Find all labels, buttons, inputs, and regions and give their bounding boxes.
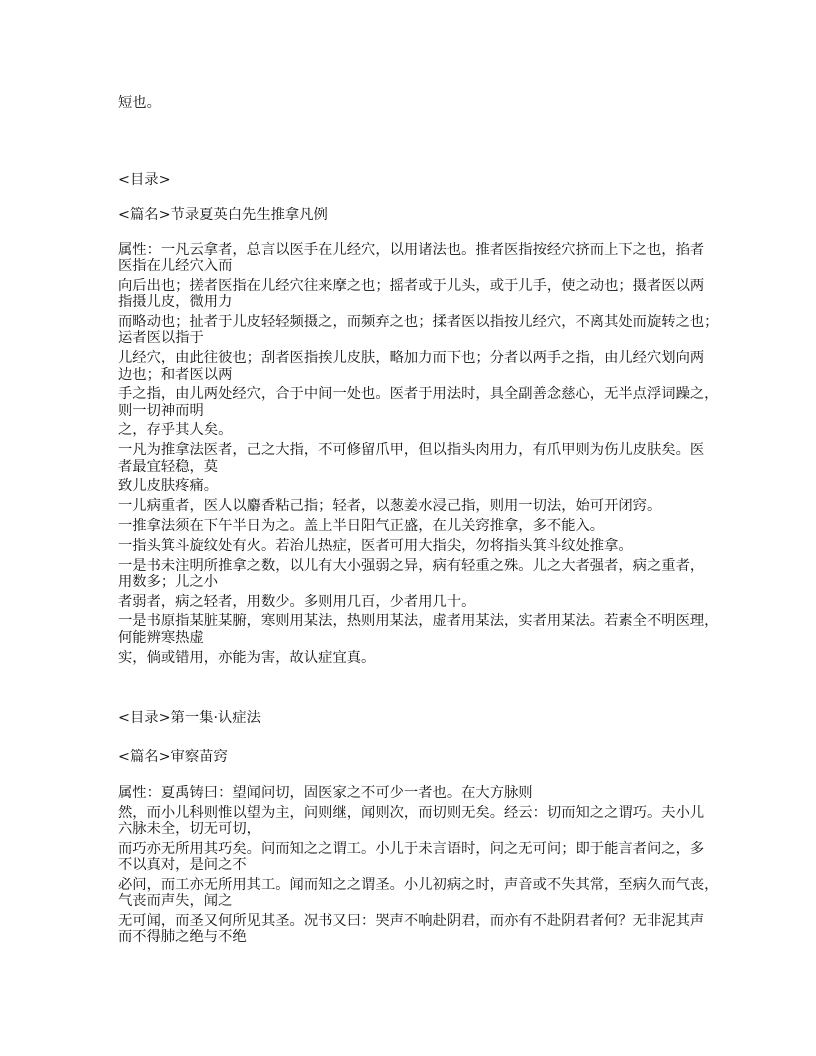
text-line: 向后出也；搓者医指在儿经穴往来摩之也；摇者或于儿头，或于儿手，使之动也；摄者医以两 bbox=[118, 278, 705, 295]
text-line: 而不得肺之绝与不绝 bbox=[118, 929, 247, 946]
text-line: 不以真对，是问之不 bbox=[118, 857, 247, 874]
paragraph bbox=[118, 314, 718, 347]
paragraph bbox=[118, 558, 718, 591]
paragraph bbox=[118, 841, 718, 874]
text-line: 一是书未注明所推拿之数，以儿有大小强弱之异，病有轻重之殊。儿之大者强者，病之重者， bbox=[118, 557, 705, 574]
text-line: 气丧而声失，闻之 bbox=[118, 893, 233, 910]
paragraph bbox=[118, 594, 718, 610]
paragraph bbox=[118, 242, 718, 275]
paragraph bbox=[118, 650, 718, 666]
text-line: 则一切神而明 bbox=[118, 402, 204, 419]
text-line: 致儿皮肤疼痛。 bbox=[118, 478, 219, 495]
paragraph bbox=[118, 278, 718, 311]
text-line: 必问，而工亦无所用其工。闻而知之之谓圣。小儿初病之时，声音或不失其常，至病久而气丧， bbox=[118, 876, 719, 893]
paragraph bbox=[118, 805, 718, 838]
paragraph bbox=[118, 877, 718, 910]
chapter-2-body bbox=[118, 785, 718, 949]
text-line: 而巧亦无所用其巧矣。问而知之之谓工。小儿于未言语时，问之无可问；即于能言者问之，多 bbox=[118, 840, 705, 857]
intro-tail-text bbox=[118, 95, 718, 111]
paragraph bbox=[118, 498, 718, 514]
text-line: 六脉未全，切无可切， bbox=[118, 821, 261, 838]
paragraph bbox=[118, 538, 718, 554]
text-line: 属性：夏禹铸曰：望闻问切，固医家之不可少一者也。在大方脉则 bbox=[118, 785, 533, 801]
text-line: 者最宜轻稳，莫 bbox=[118, 458, 219, 475]
text-line: 用数多；儿之小 bbox=[118, 573, 219, 590]
text-line: 手之指，由儿两处经穴，合于中间一处也。医者于用法时，具全副善念慈心，无半点浮词躁之， bbox=[118, 386, 719, 403]
chapter-title-2 bbox=[118, 749, 718, 765]
text-line: 运者医以指于 bbox=[118, 330, 204, 347]
chapter-title: <篇名>节录夏英白先生推拿凡例 bbox=[118, 207, 328, 223]
text-line: 实，倘或错用，亦能为害，故认症宜真。 bbox=[118, 649, 376, 666]
chapter-title-1 bbox=[118, 207, 718, 223]
text-line: 然，而小儿科则惟以望为主，问则继，闻则次，而切则无矣。经云：切而知之之谓巧。夫小儿 bbox=[118, 804, 705, 821]
paragraph bbox=[118, 350, 718, 383]
text-line: 之，存乎其人矣。 bbox=[118, 422, 233, 439]
text-line: 一凡为推拿法医者，己之大指，不可修留爪甲，但以指头肉用力，有爪甲则为伤儿皮肤矣。医 bbox=[118, 442, 705, 459]
paragraph bbox=[118, 386, 718, 419]
paragraph bbox=[118, 478, 718, 494]
text-line: 而略动也；扯者于儿皮轻轻频摄之，而频弃之也；揉者医以指按儿经穴，不离其处而旋转之也； bbox=[118, 314, 719, 331]
text-line: 短也。 bbox=[118, 95, 161, 111]
text-line: 者弱者，病之轻者，用数少。多则用几百，少者用几十。 bbox=[118, 593, 476, 610]
text-line: 一儿病重者，医人以麝香粘己指；轻者，以葱姜水浸己指，则用一切法，始可开闭窍。 bbox=[118, 498, 662, 515]
toc-heading-1 bbox=[118, 172, 718, 188]
chapter-1-body bbox=[118, 242, 718, 669]
paragraph bbox=[118, 422, 718, 438]
text-line: 边也；和者医以两 bbox=[118, 366, 233, 383]
text-line: 儿经穴，由此往彼也；刮者医指挨儿皮肤，略加力而下也；分者以两手之指，由儿经穴划向两 bbox=[118, 350, 705, 367]
toc-label[interactable]: <目录> bbox=[118, 172, 171, 188]
text-line: 医指在儿经穴入而 bbox=[118, 258, 233, 275]
text-line: 一推拿法须在下午半日为之。盖上半日阳气正盛，在儿关窍推拿，多不能入。 bbox=[118, 517, 605, 534]
paragraph bbox=[118, 442, 718, 475]
text-line: 何能辨寒热虚 bbox=[118, 629, 204, 646]
text-line: 无可闻，而圣又何所见其圣。况书又曰：哭声不响赴阴君，而亦有不赴阴君者何？无非泥其声 bbox=[118, 913, 705, 930]
paragraph bbox=[118, 613, 718, 646]
chapter-title: <篇名>审察苗窍 bbox=[118, 749, 228, 765]
text-line: 一是书原指某脏某腑，寒则用某法，热则用某法，虚者用某法，实者用某法。若素全不明医理， bbox=[118, 613, 719, 630]
toc-heading-2 bbox=[118, 710, 718, 726]
text-line: 指摄儿皮，微用力 bbox=[118, 294, 233, 311]
text-line: 一指头箕斗旋纹处有火。若治儿热症，医者可用大指尖，勿将指头箕斗纹处推拿。 bbox=[118, 537, 633, 554]
toc-label[interactable]: <目录>第一集·认症法 bbox=[118, 710, 261, 726]
text-line: 属性：一凡云拿者，总言以医手在儿经穴，以用诸法也。推者医指按经穴挤而上下之也，掐者 bbox=[118, 242, 705, 258]
paragraph bbox=[118, 913, 718, 946]
paragraph bbox=[118, 518, 718, 534]
paragraph bbox=[118, 785, 718, 801]
